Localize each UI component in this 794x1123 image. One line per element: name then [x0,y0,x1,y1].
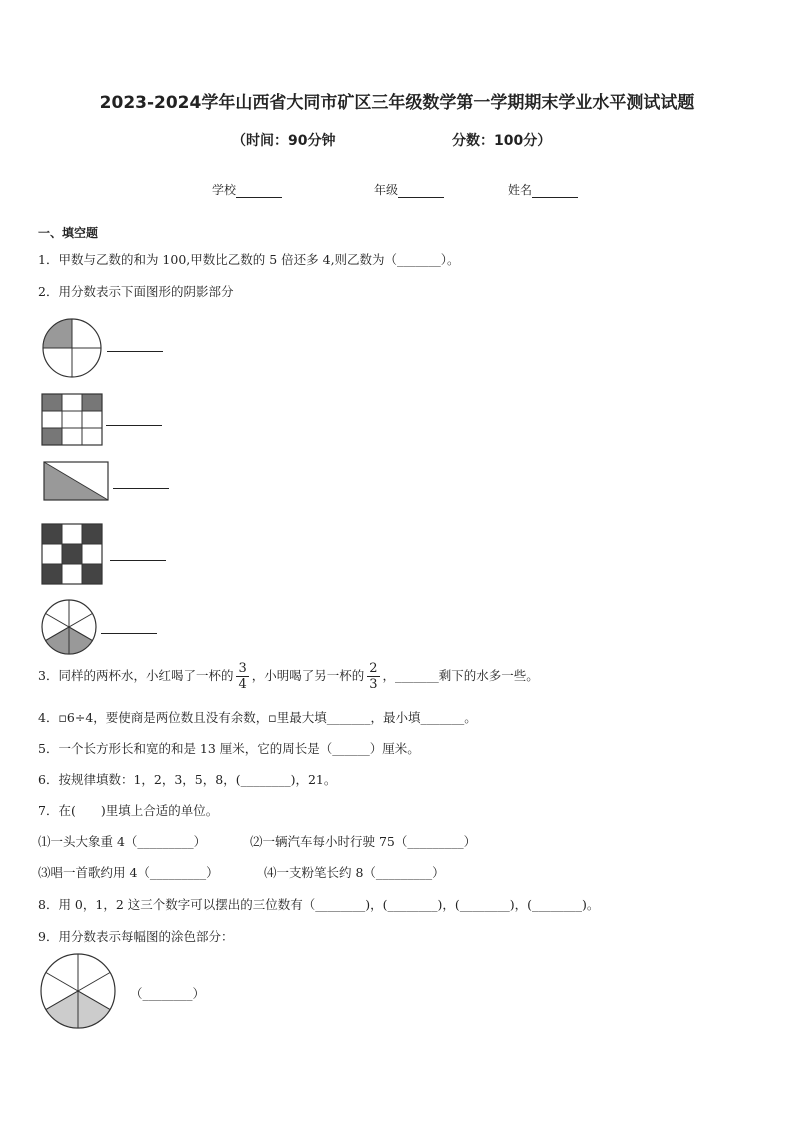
answer-blank-2d[interactable] [110,560,166,561]
school-field [212,181,282,198]
question-5: 5．一个长方形长和宽的和是 13 厘米，它的周长是（______）厘米。 [38,741,420,756]
question-8: 8．用 0，1，2 这三个数字可以摆出的三位数有（________)，(________)，(________)，(________)。 [38,897,600,912]
q7-item-4: ⑷一支粉笔长约 8（_________） [264,865,445,880]
grade-blank[interactable] [398,184,444,198]
name-blank[interactable] [532,184,578,198]
school-blank[interactable] [236,184,282,198]
fraction-three-quarters: $\frac{3}{4}$ [238,661,247,692]
question-1: 1．甲数与乙数的和为 100,甲数比乙数的 5 倍还多 4,则乙数为（_______）。 [38,252,460,267]
circle-sixths-figure-q9 [38,953,122,1031]
time-info: （时间：90分钟 [232,133,336,149]
q7-item-2: ⑵一辆汽车每小时行驶 75（_________） [250,834,477,849]
question-7: 7．在( )里填上合适的单位。 [38,803,219,818]
answer-blank-2a[interactable] [107,351,163,352]
grade-label: 年级 [374,183,399,197]
score-info: 分数：100分） [452,133,552,149]
name-label: 姓名 [508,183,533,197]
school-label: 学校 [212,183,237,197]
question-3 [38,661,539,692]
name-field [508,181,578,198]
question-4: 4．▫6÷4，要使商是两位数且没有余数，▫里最大填_______，最小填_______。 [38,710,477,725]
triangle-rectangle-figure [42,460,112,502]
page-title: 2023-2024学年山西省大同市矿区三年级数学第一学期期末学业水平测试试题 [99,93,695,113]
question-9: 9．用分数表示每幅图的涂色部分： [38,929,234,944]
circle-sixths-figure [40,598,100,656]
grade-field [374,181,444,198]
answer-blank-2e[interactable] [101,633,157,634]
circle-quarters-figure [40,318,106,380]
q3-text-post: ，_______剩下的水多一些。 [382,668,539,683]
grid-2x3-figure [40,392,104,448]
question-6: 6．按规律填数：1，2，3，5，8，(________)，21。 [38,772,337,787]
q7-item-1: ⑴一头大象重 4（_________） [38,834,207,849]
question-2: 2．用分数表示下面图形的阴影部分 [38,284,234,299]
checkerboard-figure [40,522,106,588]
answer-blank-2c[interactable] [113,488,169,489]
answer-blank-2b[interactable] [106,425,162,426]
section-heading: 一、填空题 [38,226,99,240]
q3-text-pre: 3．同样的两杯水，小红喝了一杯的 [38,668,234,683]
q7-item-3: ⑶唱一首歌约用 4（_________） [38,865,219,880]
fraction-two-thirds: $\frac{2}{3}$ [369,661,378,692]
q9-answer-blank[interactable]: （________） [130,986,206,1001]
q3-text-mid: ，小明喝了另一杯的 [251,668,365,683]
